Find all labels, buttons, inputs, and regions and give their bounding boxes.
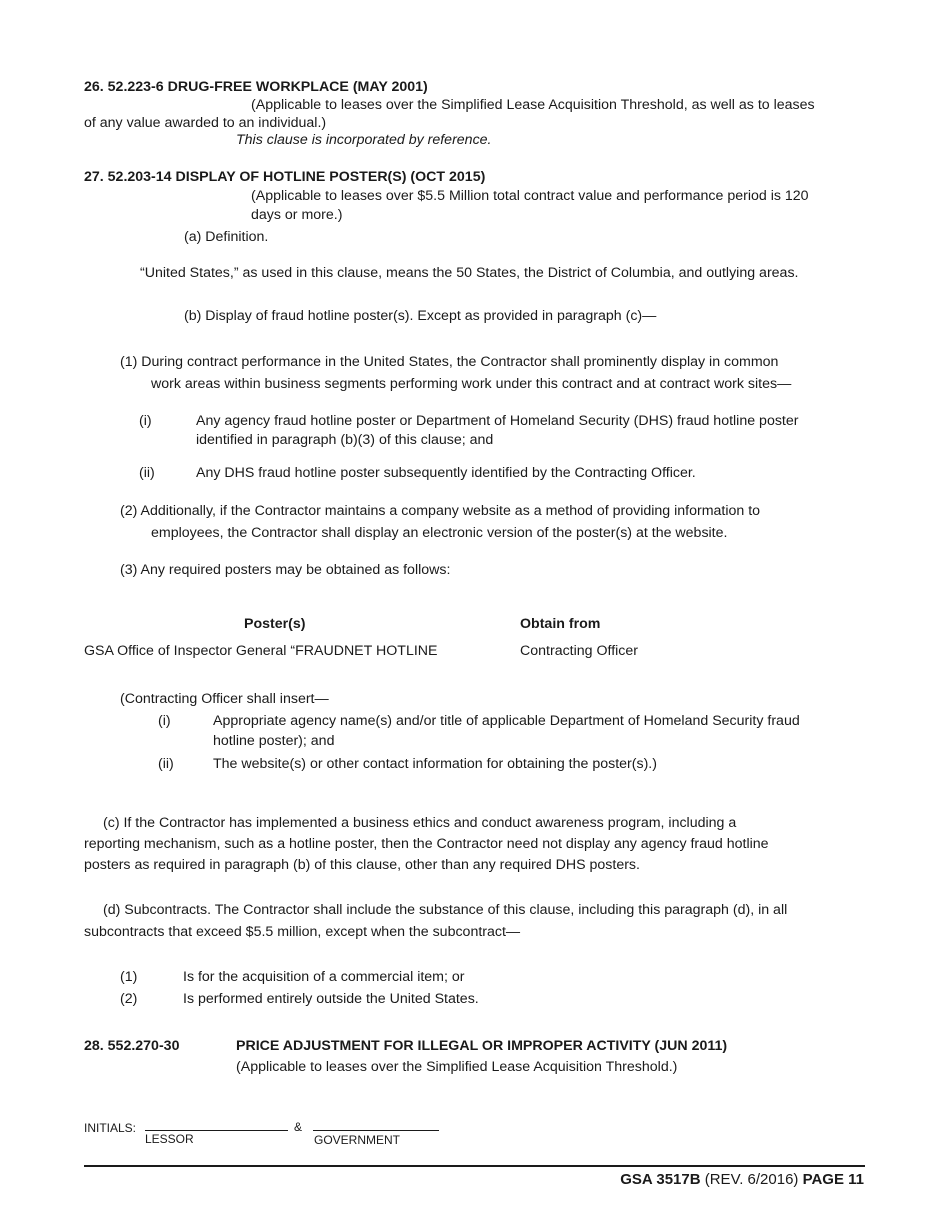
paragraph-d1-text: Is for the acquisition of a commercial item; or	[183, 969, 465, 985]
lessor-signature-line[interactable]	[145, 1130, 288, 1131]
paragraph-d2-number: (2)	[120, 991, 138, 1007]
lessor-label: LESSOR	[145, 1132, 194, 1146]
paragraph-b1-line2: work areas within business segments performing work under this contract and at contract work sites—	[151, 376, 792, 392]
footer-revision: (REV. 6/2016)	[704, 1171, 799, 1188]
paragraph-d1-number: (1)	[120, 969, 138, 985]
section-26-incorporated-note: This clause is incorporated by reference.	[236, 132, 492, 148]
co-insert-ii-number: (ii)	[158, 756, 174, 772]
poster-table-header-posters: Poster(s)	[244, 616, 306, 632]
section-28-title: PRICE ADJUSTMENT FOR ILLEGAL OR IMPROPER ACTIVITY (JUN 2011)	[236, 1038, 728, 1054]
paragraph-d-line2: subcontracts that exceed $5.5 million, except when the subcontract—	[84, 924, 521, 940]
co-insert-i-line2: hotline poster); and	[213, 733, 335, 749]
paragraph-b3: (3) Any required posters may be obtained as follows:	[120, 562, 451, 578]
paragraph-b1-line1: (1) During contract performance in the United States, the Contractor shall prominently display in common	[120, 354, 779, 370]
paragraph-c-line3: posters as required in paragraph (b) of this clause, other than any required DHS posters.	[84, 857, 640, 873]
paragraph-d-line1: (d) Subcontracts. The Contractor shall include the substance of this clause, including this paragraph (d), in all	[103, 902, 788, 918]
contracting-officer-insert: (Contracting Officer shall insert—	[120, 691, 329, 707]
paragraph-a-definition: (a) Definition.	[184, 229, 269, 245]
section-26-heading: 26. 52.223-6 DRUG-FREE WORKPLACE (MAY 2001)	[84, 79, 428, 95]
section-27-applicability-line2: days or more.)	[251, 207, 343, 223]
section-28-applicability: (Applicable to leases over the Simplified Lease Acquisition Threshold.)	[236, 1059, 678, 1075]
paragraph-d2-text: Is performed entirely outside the United States.	[183, 991, 479, 1007]
paragraph-b2-line2: employees, the Contractor shall display an electronic version of the poster(s) at the website.	[151, 525, 728, 541]
section-27-heading: 27. 52.203-14 DISPLAY OF HOTLINE POSTER(S) (OCT 2015)	[84, 169, 486, 185]
section-28-number: 28. 552.270-30	[84, 1038, 180, 1054]
co-insert-ii-text: The website(s) or other contact information for obtaining the poster(s).)	[213, 756, 657, 772]
government-signature-line[interactable]	[313, 1130, 439, 1131]
initials-label: INITIALS:	[84, 1121, 137, 1135]
section-26-applicability-line2: of any value awarded to an individual.)	[84, 115, 327, 131]
co-insert-i-line1: Appropriate agency name(s) and/or title of applicable Department of Homeland Security fraud	[213, 713, 800, 729]
poster-table-cell-poster: GSA Office of Inspector General “FRAUDNET HOTLINE	[84, 643, 438, 659]
footer-form-number: GSA 3517B	[620, 1171, 701, 1188]
paragraph-b-display: (b) Display of fraud hotline poster(s). Except as provided in paragraph (c)—	[184, 308, 657, 324]
initials-ampersand: &	[294, 1120, 303, 1134]
footer-form-info	[620, 1169, 864, 1190]
paragraph-b1-ii-text: Any DHS fraud hotline poster subsequently identified by the Contracting Officer.	[196, 465, 696, 481]
co-insert-i-number: (i)	[158, 713, 171, 729]
footer-page-number: PAGE 11	[802, 1171, 864, 1188]
paragraph-b1-i-line1: Any agency fraud hotline poster or Department of Homeland Security (DHS) fraud hotline poster	[196, 413, 799, 429]
footer-rule	[84, 1165, 865, 1167]
paragraph-b1-i-number: (i)	[139, 413, 152, 429]
section-27-applicability-line1: (Applicable to leases over $5.5 Million total contract value and performance period is 120	[251, 188, 809, 204]
poster-table-header-obtain-from: Obtain from	[520, 616, 601, 632]
paragraph-b1-i-line2: identified in paragraph (b)(3) of this clause; and	[196, 432, 494, 448]
united-states-definition: “United States,” as used in this clause, means the 50 States, the District of Columbia, and outlying areas.	[140, 265, 799, 281]
paragraph-b1-ii-number: (ii)	[139, 465, 155, 481]
paragraph-c-line2: reporting mechanism, such as a hotline poster, then the Contractor need not display any agency fraud hotline	[84, 836, 769, 852]
section-26-applicability-line1: (Applicable to leases over the Simplified Lease Acquisition Threshold, as well as to leases	[251, 97, 815, 113]
paragraph-b2-line1: (2) Additionally, if the Contractor maintains a company website as a method of providing information to	[120, 503, 761, 519]
poster-table-cell-obtain-from: Contracting Officer	[520, 643, 639, 659]
government-label: GOVERNMENT	[314, 1133, 401, 1147]
paragraph-c-line1: (c) If the Contractor has implemented a business ethics and conduct awareness program, including a	[103, 815, 737, 831]
